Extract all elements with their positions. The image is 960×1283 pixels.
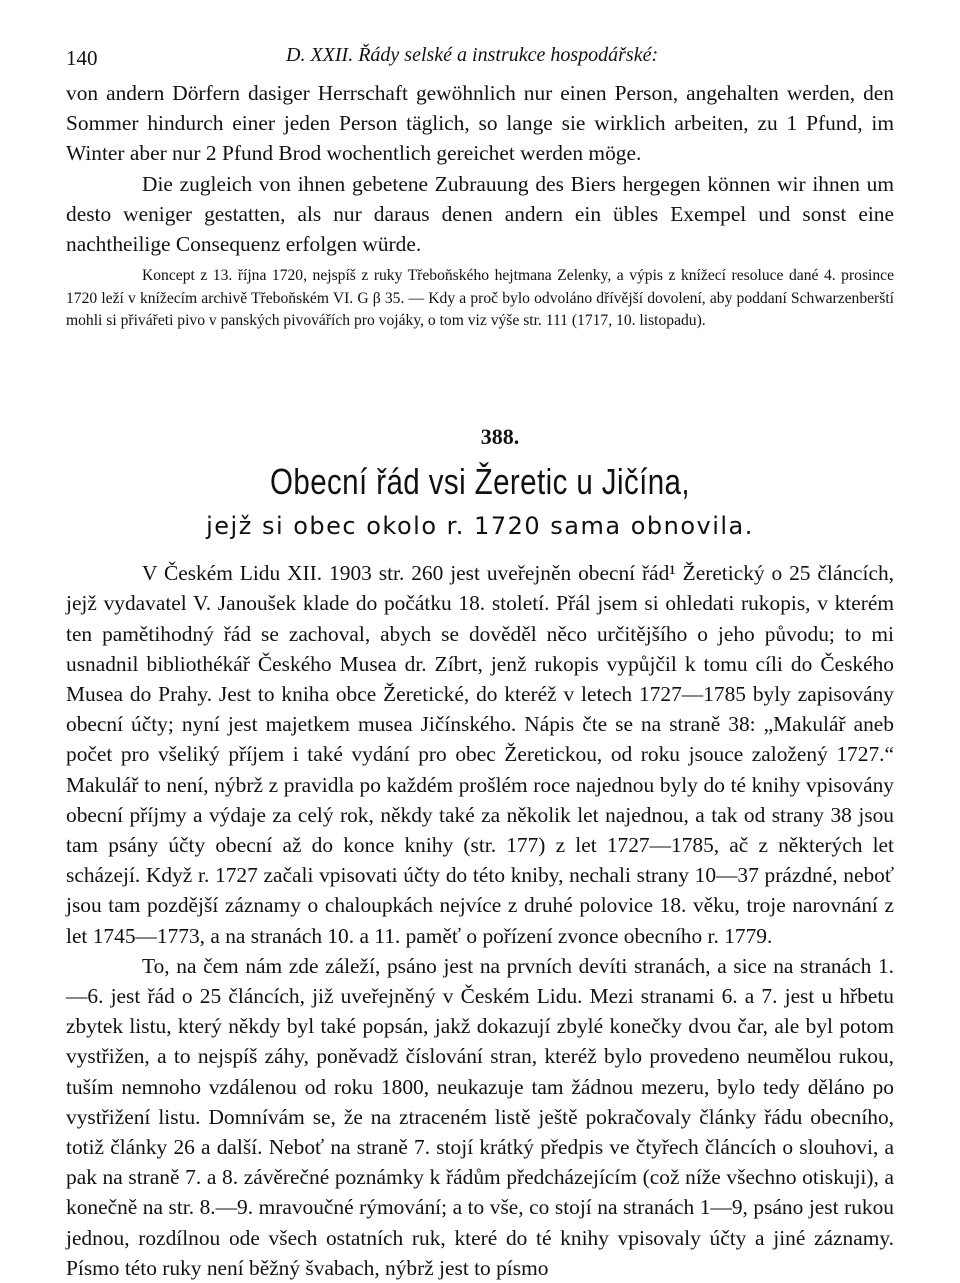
paragraph: To, na čem nám zde záleží, psáno jest na prvních devíti stranách, a sice na stranách 1.—6. jest řád o 25 článcích, již uveřejněný v Českém Lidu. Mezi stranami 6. a 7. jest u hřbetu zbytek listu, který někdy byl také popsán, jakž dokazují zbylé konečky dvou čar, ale byl potom vystřižen, a to nejspíš záhy, poněvadž číslování stran, kteréž bylo provedeno neumělou rukou, tuším nemnoho vzdálenou od roku 1800, neukazuje tam žádnou mezeru, bylo tedy děláno po vystřižení listu. Domnívám se, že na ztraceném listě ještě pokračovaly články řádu obecního, totiž články 26 a další. Neboť na straně 7. stojí krátký předpis ve čtyřech článcích o slouhovi, a pak na straně 7. a 8. závěrečné poznámky k řádům předcházejícím (což níže všechno otiskuji), a konečně na str. 8.—9. mravoučné rýmování; a to vše, co stojí na stranách 1—9, psáno jest rukou jednou, rozdílnou ode všech ostatních ruk, které do té knihy vpisovaly účty a jiné záznamy. Písmo této ruky není běžný švabach, nýbrž jest to písmo	[66, 953, 894, 1280]
source-note: Koncept z 13. října 1720, nejspíš z ruky Třeboňského hejtmana Zelenky, a výpis z knížecí resoluce dané 4. prosince 1720 leží v knížecím archivě Třeboňském VI. G β 35. — Kdy a proč bylo odvoláno dřívější dovolení, aby poddaní Schwarzenberští mohli si přivářeti pivo v panských pivovářích pro vojáky, o tom viz výše str. 111 (1717, 10. listopadu).	[66, 267, 894, 329]
section-subtitle: jejž si obec okolo r. 1720 sama obnovila.	[206, 512, 754, 541]
section-title: Obecní řád vsi Žeretic u Jičína,	[269, 461, 690, 503]
continued-text	[66, 78, 894, 259]
paragraph: Die zugleich von ihnen gebetene Zubrauung des Biers hergegen können wir ihnen um desto weniger gestatten, als nur daraus denen andern ein übles Exempel und sonst eine nachtheilige Consequenz erfolgen würde.	[66, 171, 894, 257]
paragraph: von andern Dörfern dasiger Herrschaft gewöhnlich nur einen Person, angehalten werden, den Sommer hindurch einer jeden Person täglich, so lange sie wirklich arbeiten, zu 1 Pfund, im Winter aber nur 2 Pfund Brod wochentlich gereichet werden möge.	[66, 81, 894, 166]
page-number: 140	[66, 46, 98, 70]
section-body	[66, 558, 894, 1283]
book-page	[66, 38, 894, 1283]
running-head	[66, 38, 894, 78]
running-title: D. XXII. Řády selské a instrukce hospodářské:	[286, 44, 659, 66]
paragraph: V Českém Lidu XII. 1903 str. 260 jest uveřejněn obecní řád¹ Žeretický o 25 článcích, jejž vydavatel V. Janoušek klade do počátku 18. století. Přál jsem si ohledati rukopis, v kterém ten pamětihodný řád se zachoval, abych se dověděl něco určitějšího o jeho původu; to mi usnadnil bibliothékář Českého Musea dr. Zíbrt, jenž rukopis vypůjčil k tomu cíli do Českého Musea do Prahy. Jest to kniha obce Žeretické, do kteréž v letech 1727—1785 byly zapisovány obecní účty; nyní jest majetkem musea Jičínského. Nápis čte se na straně 38: „Makulář aneb počet pro všeliký příjem i také vydání pro obec Žeretickou, od roku jsouce založený 1727.“ Makulář to není, nýbrž z pravidla po každém prošlém roce najednou byly do té knihy vpisovány obecní příjmy a výdaje za celý rok, někdy také za několik let najednou, a tak od strany 38 jsou tam psány účty obecní až do konce knihy (str. 177) z let 1727—1785, ač z některých let scházejí. Když r. 1727 začali vpisovati účty do této kniby, nechali strany 10—37 prázdné, neboť jsou tam pozdější záznamy o chaloupkách nejvíce z druhé polovice 18. věku, troje narovnání z let 1745—1773, a na stranách 10. a 11. paměť o pořízení zvonce obecního r. 1779.	[66, 561, 894, 948]
section-number: 388.	[480, 424, 520, 450]
